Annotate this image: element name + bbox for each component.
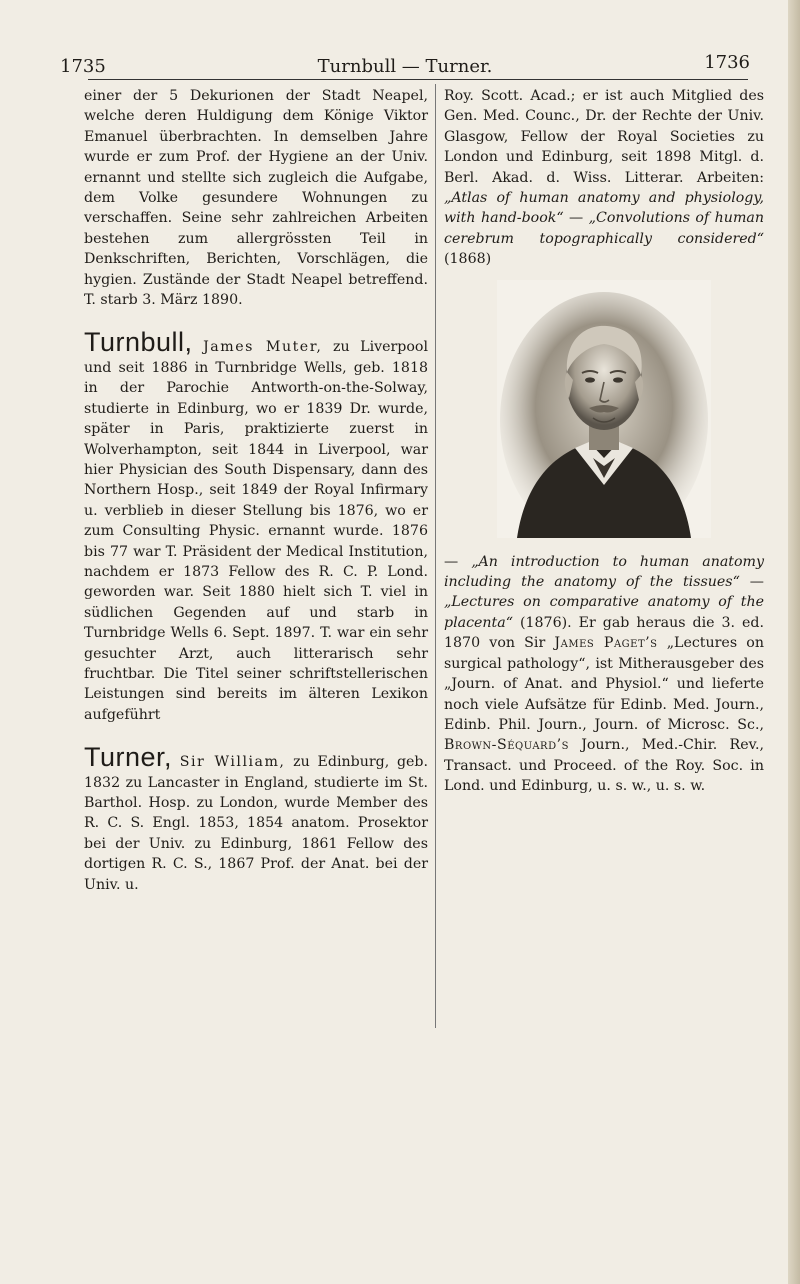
book-title: „An introduction to human anatomy including the anatomy of the tissues“ [444, 553, 764, 591]
running-title: Turnbull — Turner. [317, 56, 493, 77]
left-column [84, 86, 428, 895]
text-run: Journ., Med.-Chir. Rev., Transact. und Proceed. of the Roy. Soc. in Lond. und Edinburg, u. s. w., u. s. w. [444, 737, 764, 795]
entry-turner [84, 742, 429, 895]
header-rule [88, 79, 748, 80]
right-column [444, 86, 764, 797]
text-run: — [444, 553, 472, 570]
person-name: Brown-Séquard’s [444, 737, 569, 754]
entry-headword-turner: Turner, [84, 742, 173, 773]
book-title: „Atlas of human anatomy and physiology, with hand-book“ [444, 190, 764, 227]
text-run: — [563, 210, 589, 227]
entry-turner-works [444, 552, 764, 797]
entry-forename-turnbull: James Muter, [203, 339, 323, 356]
page-number-right: 1736 [704, 52, 750, 73]
entry-body-turner: zu Edinburg, geb. 1832 zu Lancaster in England, studierte im St. Barthol. Hosp. zu London, wurde Member des R. C. S. Engl. 1853, 1854 anatom. Prosektor bei der Univ. zu Edinburg, 1861 Fellow des dortigen R. C. S., 1867 Prof. der Anat. bei der Univ. u. [84, 754, 429, 893]
page-header [60, 52, 750, 80]
entry-turner-continued [444, 86, 764, 270]
entry-turnbull [84, 327, 429, 725]
book-title: „Lectures on comparative anatomy of the placenta“ [444, 594, 764, 631]
text-run: (1876). Er gab heraus die 3. ed. 1870 von Sir [444, 614, 764, 652]
column-divider [435, 84, 436, 1028]
entry-continuation: einer der 5 Dekurionen der Stadt Neapel, welche deren Huldigung dem Könige Viktor Emanuel überbrachten. In demselben Jahre wurde er zum Prof. der Hygiene an der Univ. ernannt und stellte sich zugleich die Aufgabe, dem Volke gesundere Wohnungen zu verschaffen. Seine sehr zahlreichen Arbeiten bestehen zum allergrössten Teil in Denkschriften, Berichten, Vorschlägen, die hygien. Zustände der Stadt Neapel betreffend. T. starb 3. März 1890. [84, 88, 428, 309]
text-run: (1868) [444, 251, 492, 268]
book-title: „Convolutions of human cerebrum topographically considered“ [444, 210, 764, 247]
entry-forename-turner: Sir William, [179, 754, 286, 771]
entry-body-turnbull: zu Liverpool und seit 1886 in Turnbridge Wells, geb. 1818 in der Parochie Antworth-on-the-Solway, studierte in Edinburg, wo er 1839 Dr. wurde, später in Paris, praktizierte zuerst in Wolverhampton, seit 1844 in Liverpool, war hier Physician des South Dispensary, dann des Northern Hosp., seit 1849 der Royal Infirmary u. verblieb in dieser Stellung bis 1876, wo er zum Consulting Physic. ernannt wurde. 1876 bis 77 war T. Präsident der Medical Institution, nachdem er 1873 Fellow des R. C. P. Lond. geworden war. Seit 1880 hielt sich T. viel in südlichen Gegenden auf und starb in Turnbridge Wells 6. Sept. 1897. T. war ein sehr gesuchter Arzt, auch litterarisch sehr fruchtbar. Die Titel seiner schriftstellerischen Leistungen sind bereits im älteren Lexikon aufgeführt [84, 339, 429, 723]
portrait-engraving-icon [497, 280, 711, 538]
text-run: — [739, 574, 764, 591]
page-edge-shadow [788, 0, 800, 1284]
entry-headword-turnbull: Turnbull, [84, 327, 193, 358]
person-name: James Paget’s [554, 635, 658, 652]
page-number-left: 1735 [60, 56, 106, 77]
text-run: Roy. Scott. Acad.; er ist auch Mitglied des Gen. Med. Counc., Dr. der Rechte der Univ. Glasgow, Fellow der Royal Societies zu London und Edinburg, seit 1898 Mitgl. d. Berl. Akad. d. Wiss. Litterar. Arbeiten: [444, 88, 764, 186]
text-run: „Lectures on surgical pathology“, ist Mitherausgeber des „Journ. of Anat. and Physiol.“ und lieferte noch viele Aufsätze für Edinb. Med. Journ., Edinb. Phil. Journ., Journ. of Microsc. Sc., [444, 635, 764, 733]
